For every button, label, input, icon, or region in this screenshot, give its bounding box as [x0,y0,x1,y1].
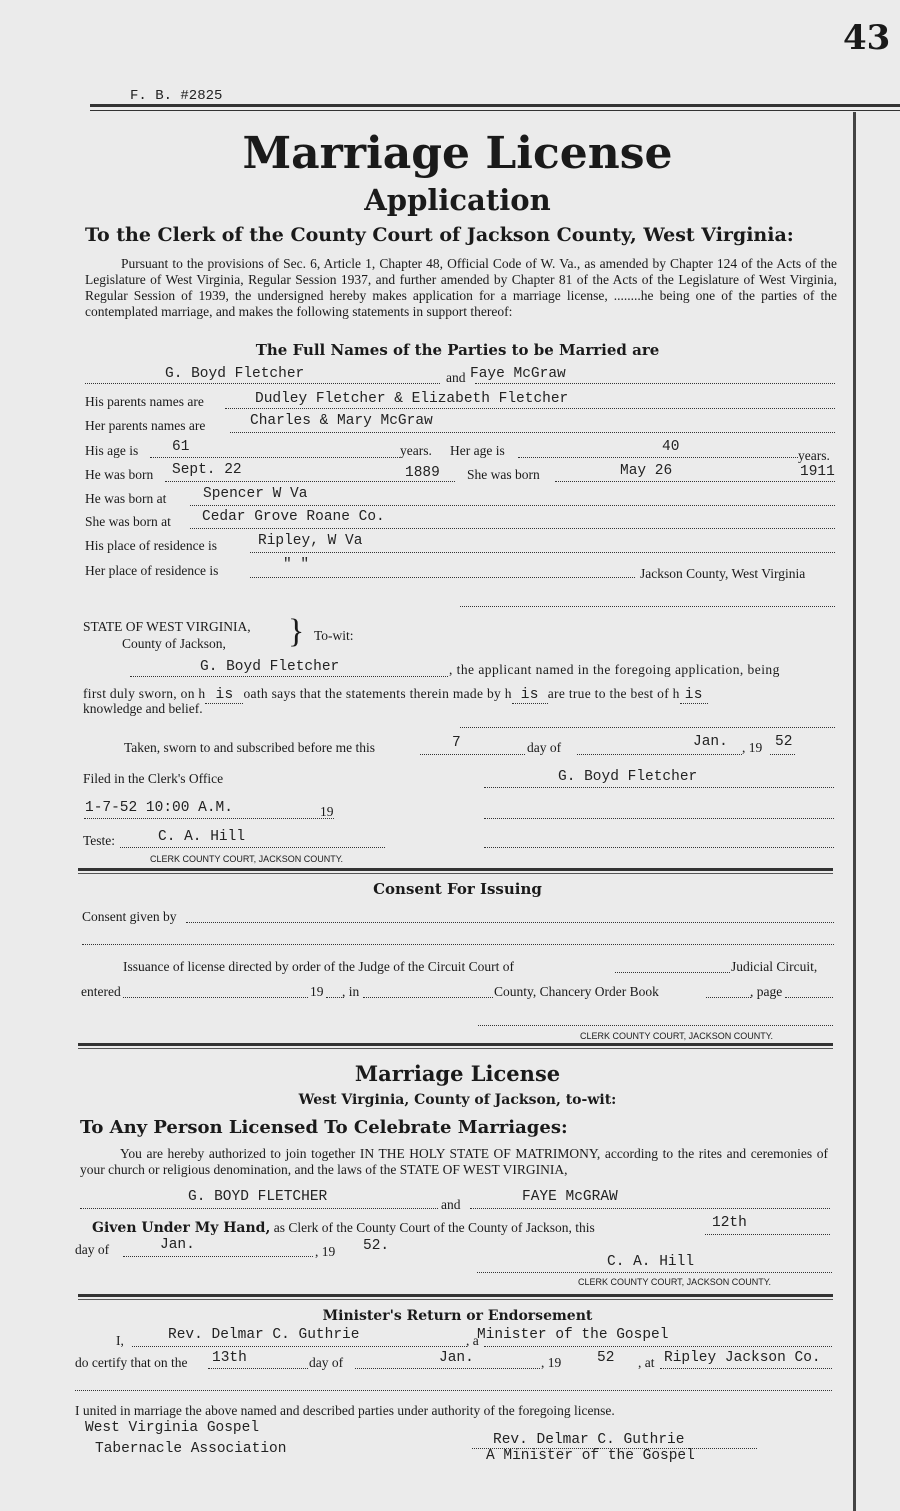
dotted-fill-line [420,754,525,755]
filed-19: 19 [320,804,334,819]
dotted-fill-line [555,481,835,482]
dotted-fill-line [484,1346,832,1347]
she-born-at: Cedar Grove Roane Co. [202,509,385,525]
year-prefix: , 19 [541,1355,562,1370]
years-label: years. [798,448,830,463]
years-label: years. [400,443,432,458]
dotted-fill-line [660,1368,832,1369]
dotted-fill-line [478,1025,833,1026]
dotted-fill-line [484,787,834,788]
his-residence-label: His place of residence is [85,538,217,553]
text-span: are true to the best of h [547,686,680,701]
oath-year: 52 [775,734,793,750]
marriage-month: Jan. [439,1350,474,1366]
her-residence-label: Her place of residence is [85,563,219,578]
he-born-label: He was born [85,467,154,482]
text-span: is [680,687,708,704]
dotted-fill-line [250,577,635,578]
day-of-label: day of [75,1242,110,1257]
license-groom: G. BOYD FLETCHER [188,1189,328,1205]
oath-month: Jan. [693,734,728,750]
his-age: 61 [172,439,190,455]
applicant-name: G. Boyd Fletcher [200,659,340,675]
minister-signature-title: A Minister of the Gospel [486,1448,695,1464]
dotted-fill-line [130,676,448,677]
dotted-fill-line [355,1368,540,1369]
towit-label: To-wit: [314,628,354,643]
dotted-fill-line [132,1346,467,1347]
day-of-label: day of [309,1355,344,1370]
license-year: 52. [363,1238,390,1254]
license-bride: FAYE McGRAW [522,1189,618,1205]
return-heading: Minister's Return or Endorsement [322,1308,593,1324]
she-born-date: May 26 [620,463,673,479]
she-born-year: 1911 [800,464,835,480]
given-line [92,1220,595,1236]
county-label: County of Jackson, [122,636,226,651]
license-salutation: To Any Person Licensed To Celebrate Marriages: [80,1117,568,1138]
dotted-fill-line [123,1256,313,1257]
page-border [853,112,856,1511]
dotted-fill-line [785,997,833,998]
oath-day: 7 [452,735,461,751]
knowledge-line: knowledge and belief. [83,701,203,716]
his-parents-label: His parents names are [85,394,204,409]
text-span: as Clerk of the County Court of the County of Jackson, this [273,1220,595,1235]
section-rule [78,868,833,874]
her-age-label: Her age is [450,443,505,458]
her-residence: " " [283,557,310,573]
dotted-fill-line [120,847,385,848]
certify-label: do certify that on the [75,1355,188,1370]
clerk-label: CLERK COUNTY COURT, JACKSON COUNTY. [580,1031,774,1041]
section-rule [78,1043,833,1049]
marriage-day: 13th [212,1350,247,1366]
dotted-fill-line [363,997,493,998]
minister-title: Minister of the Gospel [477,1327,669,1343]
dotted-fill-line [123,997,308,998]
brace: } [288,613,305,650]
she-born-label: She was born [467,467,540,482]
entered-19: 19 [310,984,324,999]
his-residence: Ripley, W Va [258,533,363,549]
dotted-fill-line [165,481,455,482]
filed-label: Filed in the Clerk's Office [83,771,224,786]
he-born-at-label: He was born at [85,491,167,506]
dotted-fill-line [518,457,798,458]
dotted-fill-line [75,1390,832,1391]
dotted-fill-line [150,457,400,458]
united-statement: I united in marriage the above named and described parties under authority of the foregoing license. [75,1403,615,1418]
dotted-fill-line [484,847,834,848]
applicant-text: , the applicant named in the foregoing application, being [449,662,780,677]
dotted-fill-line [80,1208,438,1209]
dotted-fill-line [477,1272,832,1273]
application-title: Marriage License [242,128,673,179]
year-prefix: , 19 [742,740,763,755]
teste-label: Teste: [83,833,116,848]
dotted-fill-line [706,997,751,998]
applicant-signature: G. Boyd Fletcher [558,769,698,785]
preamble: Pursuant to the provisions of Sec. 6, Article 1, Chapter 48, Official Code of W. Va., as amended by Chapter 124 of the Acts of the Legislature of West Virginia, Regular Session 1937, and further amended by Chapter 81 of the Acts of the Legislature of West Virginia, Regular Session of 1939, the undersigned hereby makes application for a marriage license, ........he being one of the parties of the contemplated marriage, and makes the following statements in support thereof: [85,256,837,319]
dotted-fill-line [186,922,834,923]
clerk-label: CLERK COUNTY COURT, JACKSON COUNTY. [150,854,344,864]
dotted-fill-line [484,818,834,819]
license-month: Jan. [160,1237,195,1253]
her-parents: Charles & Mary McGraw [250,413,433,429]
state-label: STATE OF WEST VIRGINIA, [83,619,251,634]
top-rule [90,104,900,111]
groom-name: G. Boyd Fletcher [165,366,305,382]
dotted-fill-line [615,972,730,973]
taken-label: Taken, sworn to and subscribed before me this [124,740,375,755]
his-parents: Dudley Fletcher & Elizabeth Fletcher [255,391,569,407]
text-span: Given Under My Hand, [92,1220,271,1236]
dotted-fill-line [705,1234,830,1235]
chancery-label: County, Chancery Order Book [494,984,659,999]
i-label: I, [116,1333,124,1348]
dotted-fill-line [460,727,835,728]
clerk-label: CLERK COUNTY COURT, JACKSON COUNTY. [578,1277,772,1287]
day-of-label: day of [527,740,562,755]
and-label: and [446,370,466,385]
consent-heading: Consent For Issuing [373,880,542,898]
consent-given-label: Consent given by [82,909,177,924]
license-subtitle: West Virginia, County of Jackson, to-wit: [298,1092,617,1108]
dotted-fill-line [208,1368,308,1369]
minister-name: Rev. Delmar C. Guthrie [168,1327,360,1343]
file-number: F. B. #2825 [130,88,223,104]
marriage-year: 52 [597,1350,615,1366]
his-age-label: His age is [85,443,139,458]
page-label: , page [750,984,783,999]
text-span: first duly sworn, on h [83,686,206,701]
dotted-fill-line [225,408,835,409]
organization-line-1: West Virginia Gospel [85,1420,260,1436]
organization-line-2: Tabernacle Association [95,1441,287,1457]
dotted-fill-line [230,432,835,433]
dotted-fill-line [250,552,835,553]
judicial-label: Judicial Circuit, [731,959,818,974]
dotted-fill-line [460,606,835,607]
entered-label: entered [81,984,121,999]
given-day: 12th [712,1215,747,1231]
dotted-fill-line [475,383,835,384]
dotted-fill-line [470,1208,830,1209]
he-born-date: Sept. 22 [172,462,242,478]
dotted-fill-line [770,754,795,755]
issuance-text: Issuance of license directed by order of the Judge of the Circuit Court of [123,959,514,974]
dotted-fill-line [85,383,440,384]
text-span: is [512,687,548,704]
she-born-at-label: She was born at [85,514,171,529]
marriage-place: Ripley Jackson Co. [664,1350,821,1366]
a-label: , a [466,1333,479,1348]
section-rule [78,1294,833,1300]
text-span: is [205,687,243,704]
dotted-fill-line [190,528,835,529]
license-clerk: C. A. Hill [607,1254,695,1270]
minister-signature: Rev. Delmar C. Guthrie [493,1432,685,1448]
license-title: Marriage License [354,1061,561,1086]
and-label: and [441,1197,461,1212]
her-parents-label: Her parents names are [85,418,206,433]
dotted-fill-line [190,505,835,506]
at-label: , at [638,1355,655,1370]
year-prefix: , 19 [315,1244,336,1259]
application-subtitle: Application [364,183,551,217]
teste-clerk: C. A. Hill [158,829,246,845]
page-number: 43 [843,18,891,58]
dotted-fill-line [82,944,834,945]
her-age: 40 [662,439,680,455]
in-label: , in [342,984,360,999]
filed-date: 1-7-52 10:00 A.M. [85,800,233,816]
text-span: oath says that the statements therein made by h [243,686,512,701]
he-born-at: Spencer W Va [203,486,308,502]
county-suffix: Jackson County, West Virginia [640,566,806,581]
license-body: You are hereby authorized to join together IN THE HOLY STATE OF MATRIMONY, according to the rites and ceremonies of your church or religious denomination, and the laws of the STATE OF WEST VIRGINIA, [80,1146,828,1177]
bride-name: Faye McGraw [470,366,566,382]
dotted-fill-line [84,818,334,819]
he-born-year: 1889 [405,465,440,481]
dotted-fill-line [577,754,742,755]
full-names-heading: The Full Names of the Parties to be Married are [255,341,660,359]
salutation: To the Clerk of the County Court of Jackson County, West Virginia: [85,224,794,246]
